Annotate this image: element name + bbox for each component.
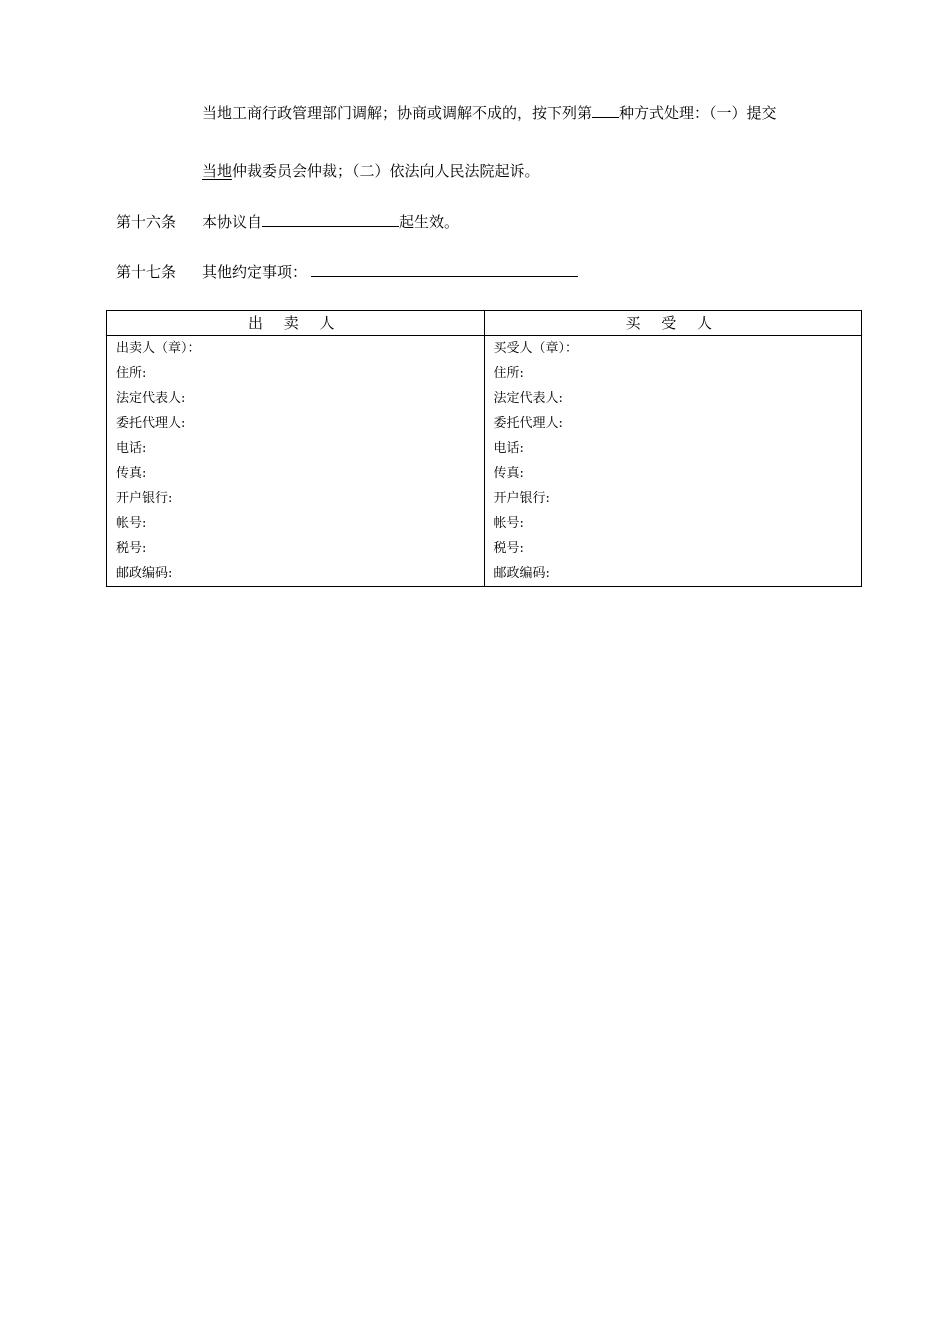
seller-legal-rep-field: 法定代表人: (107, 386, 485, 411)
table-row (107, 411, 862, 436)
table-row (107, 461, 862, 486)
parties-header-row (107, 311, 862, 336)
method-choice-blank (592, 101, 619, 118)
table-row (107, 511, 862, 536)
buyer-account-field: 帐号: (484, 511, 862, 536)
seller-agent-field: 委托代理人: (107, 411, 485, 436)
buyer-fax-field: 传真: (484, 461, 862, 486)
clause16-text-before: 本协议自 (202, 213, 263, 231)
clause16-text-after: 起生效。 (399, 213, 460, 231)
buyer-phone-field: 电话: (484, 436, 862, 461)
buyer-postcode-field: 邮政编码: (484, 561, 862, 587)
seller-fax-field: 传真: (107, 461, 485, 486)
buyer-seal-field: 买受人（章）： (484, 336, 862, 362)
buyer-bank-field: 开户银行: (484, 486, 862, 511)
seller-bank-field: 开户银行: (107, 486, 485, 511)
table-row (107, 561, 862, 587)
other-terms-blank (311, 260, 578, 277)
buyer-heading: 买 受 人 (484, 311, 862, 336)
clause17 (116, 260, 578, 282)
clause16-number: 第十六条 (116, 213, 177, 231)
buyer-address-field: 住所: (484, 361, 862, 386)
buyer-legal-rep-field: 法定代表人: (484, 386, 862, 411)
table-row (107, 386, 862, 411)
seller-tax-id-field: 税号: (107, 536, 485, 561)
seller-seal-field: 出卖人（章）： (107, 336, 485, 362)
clause15-text-before: 当地工商行政管理部门调解；协商或调解不成的，按下列第 (202, 104, 593, 122)
clause16 (116, 210, 459, 232)
table-row (107, 436, 862, 461)
clause15-text-after: 种方式处理：（一）提交 (619, 104, 777, 122)
seller-heading: 出 卖 人 (107, 311, 485, 336)
table-row (107, 361, 862, 386)
clause15-underlined-place: 当地 (202, 162, 233, 180)
clause15-line1 (202, 101, 777, 123)
buyer-agent-field: 委托代理人: (484, 411, 862, 436)
clause15-line2-text: 仲裁委员会仲裁；（二）依法向人民法院起诉。 (232, 162, 540, 180)
table-row (107, 486, 862, 511)
seller-account-field: 帐号: (107, 511, 485, 536)
buyer-tax-id-field: 税号: (484, 536, 862, 561)
seller-address-field: 住所: (107, 361, 485, 386)
parties-signature-table (106, 310, 862, 587)
table-row (107, 536, 862, 561)
clause17-number: 第十七条 (116, 263, 177, 281)
table-row (107, 336, 862, 362)
effective-date-blank (262, 210, 399, 227)
clause15-line2 (202, 161, 540, 181)
seller-phone-field: 电话: (107, 436, 485, 461)
clause17-text: 其他约定事项： (202, 263, 308, 281)
seller-postcode-field: 邮政编码: (107, 561, 485, 587)
